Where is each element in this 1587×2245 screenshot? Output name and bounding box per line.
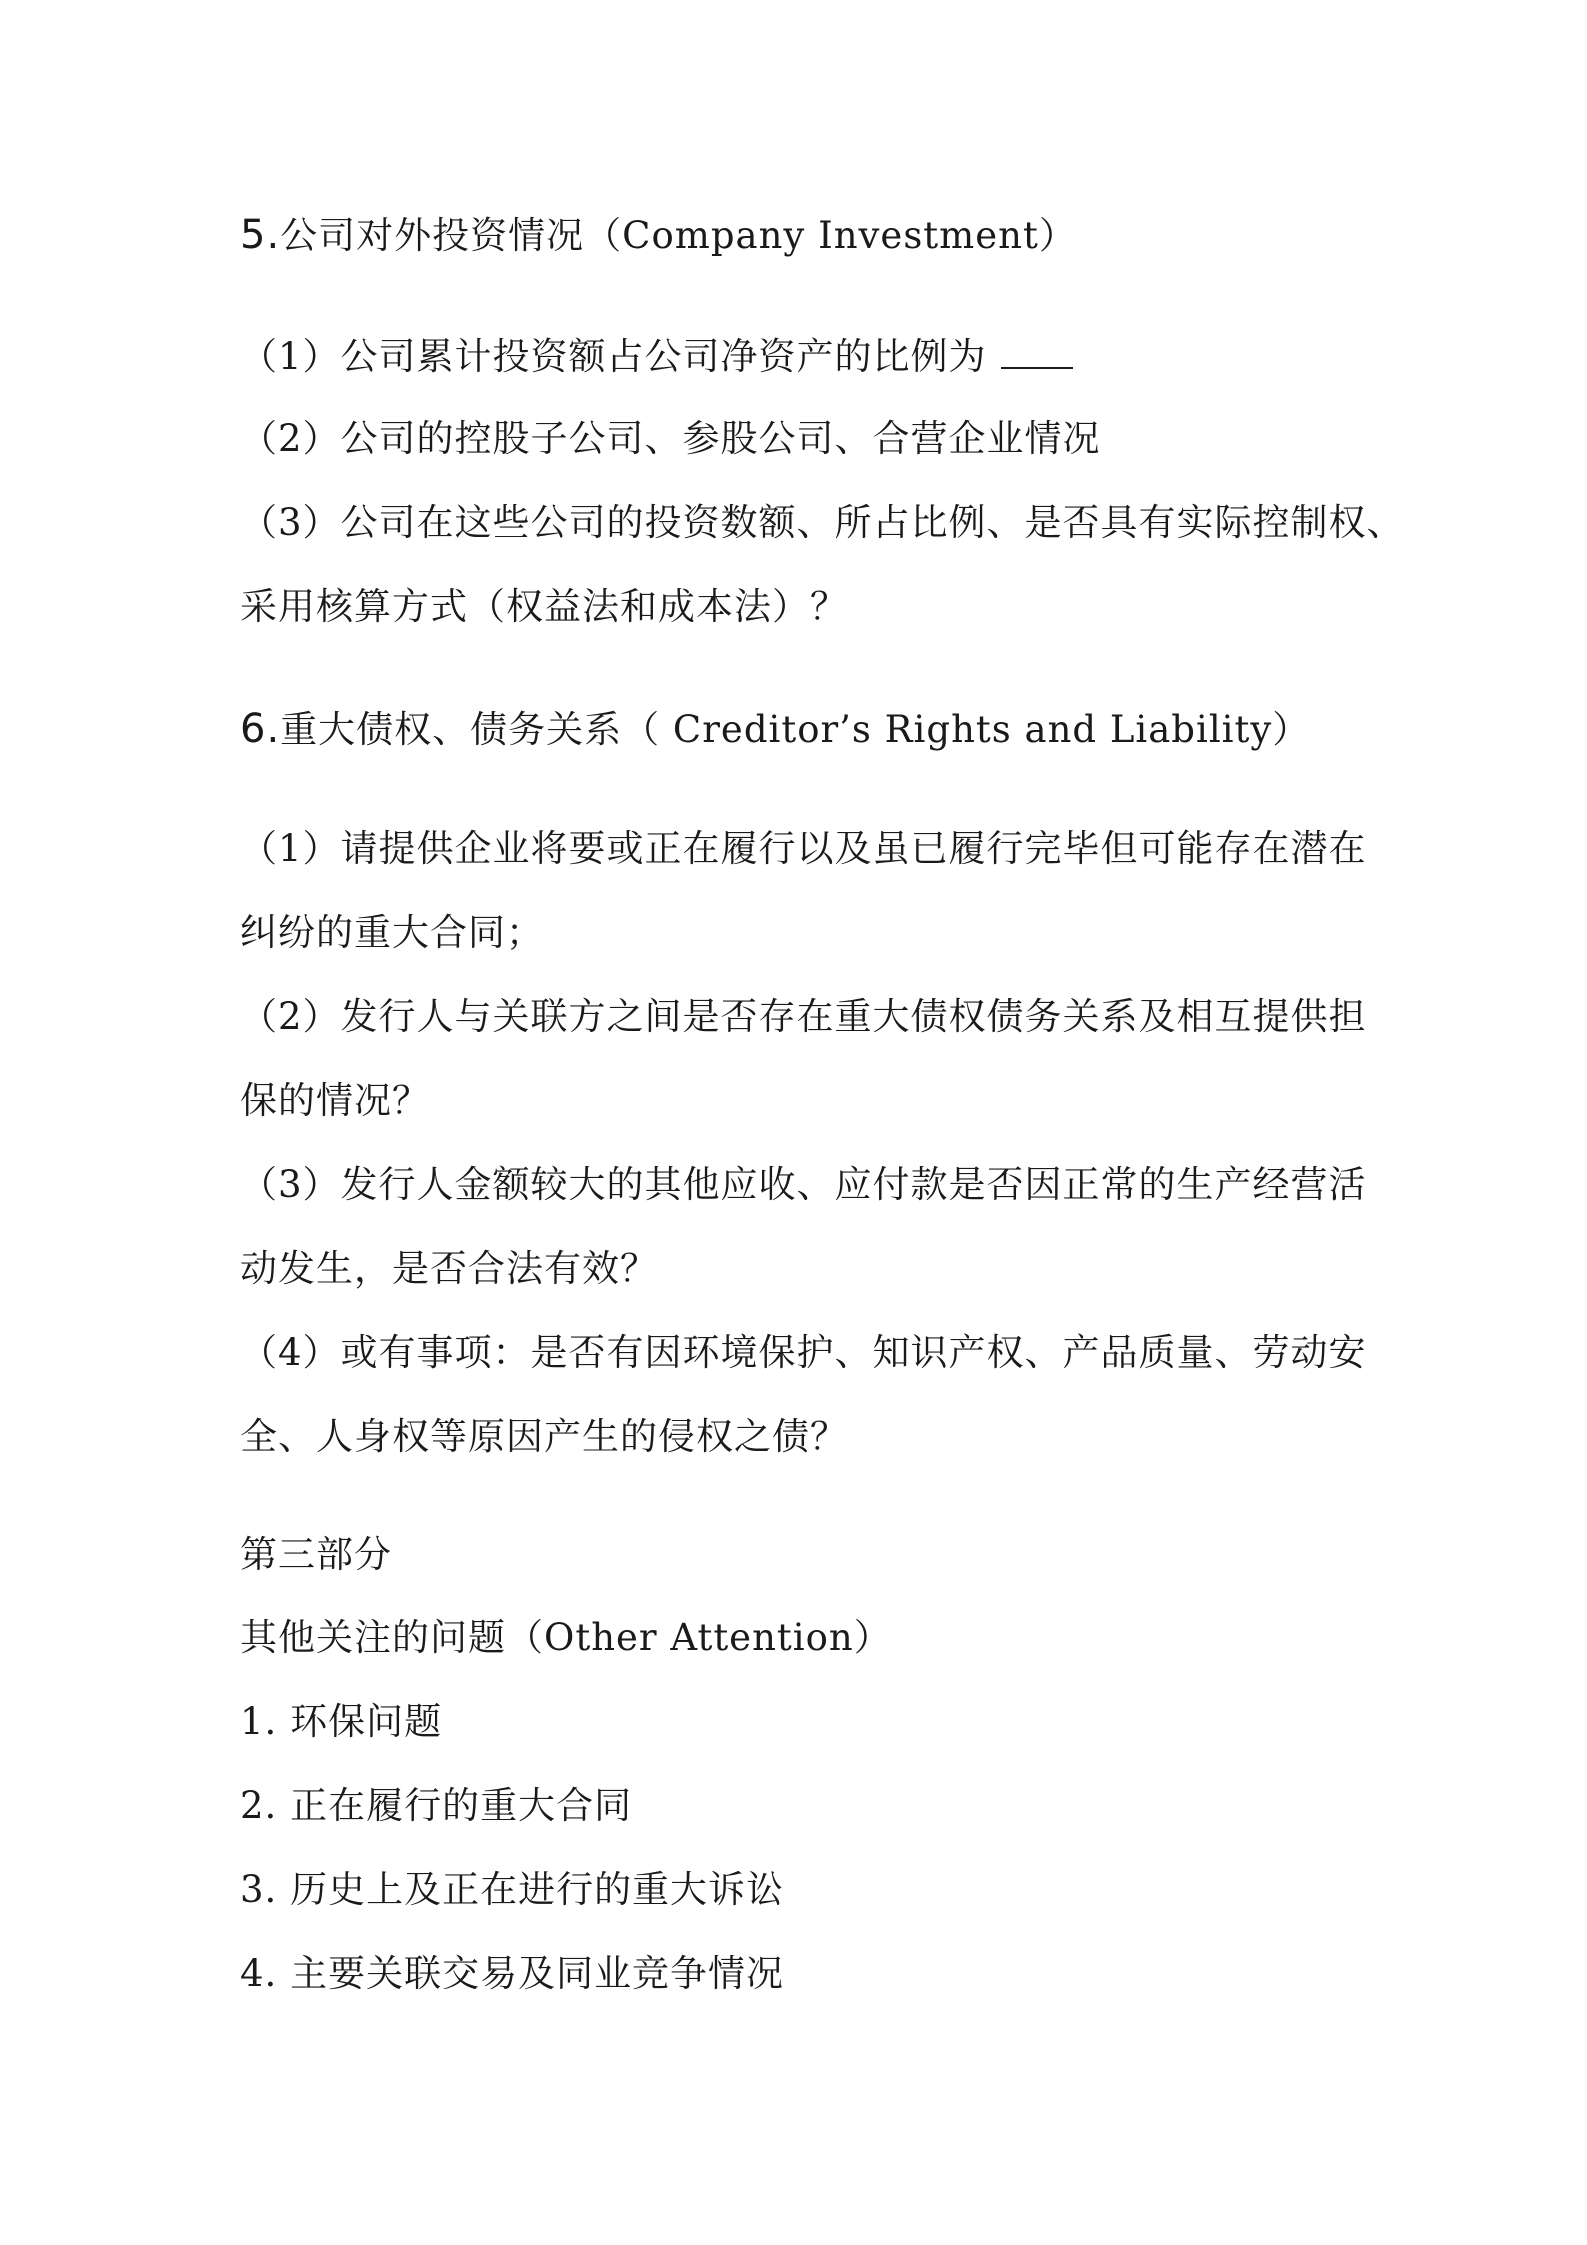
section-6-item-2-continued: 保的情况？: [240, 1079, 430, 1122]
section-6-item-3-continued: 动发生，是否合法有效？: [240, 1247, 658, 1290]
part-3-list-item-1: 1. 环保问题: [240, 1700, 443, 1743]
section-5-item-1-text: （1）公司累计投资额占公司净资产的比例为: [240, 335, 987, 378]
section-5-heading: [240, 210, 1077, 261]
part-3-list-item-3: 3. 历史上及正在进行的重大诉讼: [240, 1868, 785, 1911]
section-5-item-3: （3）公司在这些公司的投资数额、所占比例、是否具有实际控制权、: [240, 501, 1405, 544]
part-3-title: 其他关注的问题（Other Attention）: [240, 1616, 892, 1659]
section-6-item-2: （2）发行人与关联方之间是否存在重大债权债务关系及相互提供担: [240, 995, 1367, 1038]
section-6-item-4-continued: 全、人身权等原因产生的侵权之债？: [240, 1415, 848, 1458]
section-5-item-2: （2）公司的控股子公司、参股公司、合营企业情况: [240, 417, 1101, 460]
section-5-item-3-continued: 采用核算方式（权益法和成本法）？: [240, 585, 848, 628]
section-6-item-1-continued: 纠纷的重大合同；: [240, 911, 544, 954]
part-3-list-item-4: 4. 主要关联交易及同业竞争情况: [240, 1952, 785, 1995]
fill-in-blank: [1001, 337, 1073, 369]
section-5-title: 公司对外投资情况（Company Investment）: [280, 214, 1077, 257]
section-6-title: 重大债权、债务关系（ Creditor’s Rights and Liability）: [280, 708, 1311, 751]
part-3-label: 第三部分: [240, 1533, 392, 1576]
part-3-list-item-2: 2. 正在履行的重大合同: [240, 1784, 633, 1827]
section-6-number: 6.: [240, 706, 281, 752]
section-6-item-1: （1）请提供企业将要或正在履行以及虽已履行完毕但可能存在潜在: [240, 827, 1367, 870]
section-6-heading: [240, 704, 1310, 755]
section-5-item-1: [240, 332, 1073, 382]
section-6-item-3: （3）发行人金额较大的其他应收、应付款是否因正常的生产经营活: [240, 1163, 1367, 1206]
section-5-number: 5.: [240, 212, 281, 258]
section-6-item-4: （4）或有事项：是否有因环境保护、知识产权、产品质量、劳动安: [240, 1331, 1367, 1374]
